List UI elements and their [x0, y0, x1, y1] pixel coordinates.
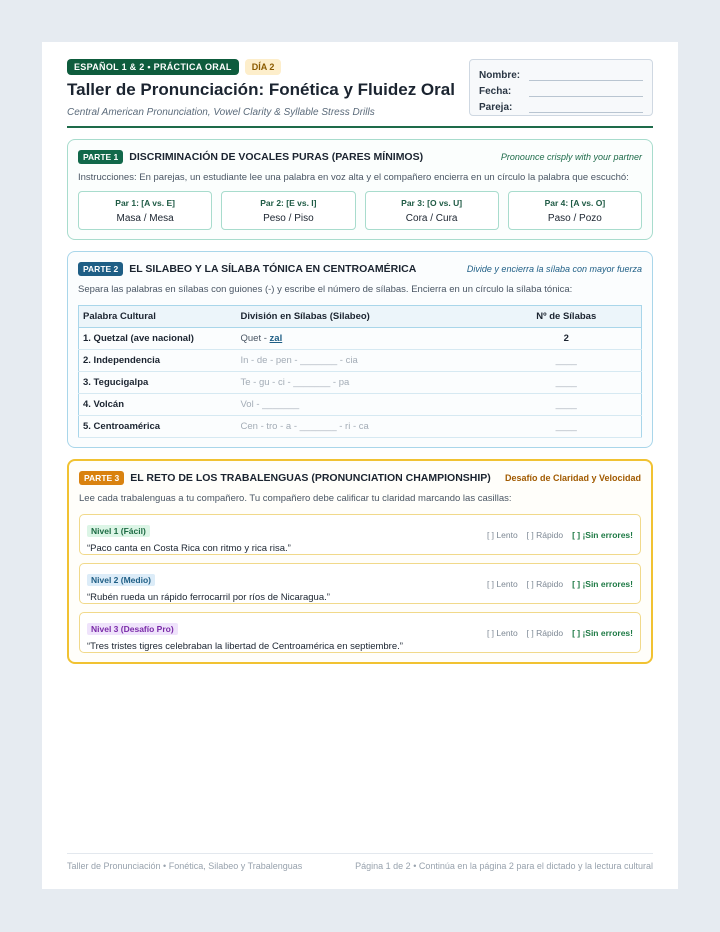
worksheet-page	[42, 42, 678, 889]
syllable-table	[78, 305, 642, 438]
table-row	[79, 328, 642, 350]
cultural-word: 3. Tegucigalpa	[79, 372, 237, 394]
footer-left: Taller de Pronunciación • Fonética, Silabeo y Trabalenguas	[67, 861, 303, 871]
table-row	[79, 416, 642, 438]
page-title: Taller de Pronunciación: Fonética y Fluidez Oral	[67, 80, 455, 99]
checkbox-no-errors[interactable]: [ ] ¡Sin errores!	[572, 628, 633, 638]
pair-card[interactable]	[78, 191, 212, 230]
column-header: Nº de Sílabas	[492, 306, 642, 328]
part3-section	[67, 459, 653, 664]
rating-checkboxes	[487, 628, 633, 638]
level-badge: Nivel 1 (Fácil)	[87, 525, 150, 537]
pair-words[interactable]: Peso / Piso	[263, 213, 314, 224]
part2-title: EL SILABEO Y LA SÍLABA TÓNICA EN CENTROAMÉRICA	[129, 263, 417, 275]
table-row	[79, 350, 642, 372]
checkbox-fast[interactable]: [ ] Rápido	[526, 628, 564, 638]
tongue-twister-card	[79, 563, 641, 604]
syllable-count[interactable]: ____	[492, 372, 642, 394]
tongue-twister-text: “Rubén rueda un rápido ferrocarril por ríos de Nicaragua.”	[87, 592, 330, 603]
syllable-division[interactable]: Vol - _______	[237, 394, 492, 416]
cultural-word: 5. Centroamérica	[79, 416, 237, 438]
syllable-division[interactable]	[237, 328, 492, 350]
checkbox-fast[interactable]: [ ] Rápido	[526, 579, 564, 589]
pair-label: Par 3: [O vs. U]	[401, 198, 463, 208]
pair-label: Par 2: [E vs. I]	[260, 198, 317, 208]
stressed-syllable: zal	[269, 333, 283, 344]
day-tag: DÍA 2	[245, 59, 282, 75]
part2-section	[67, 251, 653, 448]
checkbox-slow[interactable]: [ ] Lento	[486, 628, 518, 638]
page-footer	[67, 853, 653, 871]
checkbox-no-errors[interactable]: [ ] ¡Sin errores!	[572, 579, 633, 589]
syllable-division[interactable]: Te - gu - ci - _______ - pa	[237, 372, 492, 394]
part2-header	[78, 262, 642, 276]
table-header-row	[79, 306, 642, 328]
table-row	[79, 394, 642, 416]
part3-header	[79, 471, 641, 485]
checkbox-slow[interactable]: [ ] Lento	[486, 530, 518, 540]
part2-instructions: Separa las palabras en sílabas con guiones (-) y escribe el número de sílabas. Encierra en un círculo la sílaba tónica:	[78, 284, 573, 295]
pair-words[interactable]: Paso / Pozo	[547, 213, 602, 224]
date-field[interactable]	[479, 81, 643, 97]
column-header: Palabra Cultural	[79, 306, 237, 328]
part1-note: Pronounce crisply with your partner	[500, 152, 642, 162]
syllable-count[interactable]: ____	[492, 350, 642, 372]
part2-pill: PARTE 2	[78, 262, 123, 276]
tongue-twister-card	[79, 514, 641, 555]
course-tag: ESPAÑOL 1 & 2 • PRÁCTICA ORAL	[67, 59, 239, 75]
syllable-count[interactable]: ____	[492, 394, 642, 416]
student-info-box	[469, 59, 653, 116]
pair-card[interactable]	[221, 191, 355, 230]
pair-card[interactable]	[365, 191, 499, 230]
date-label: Fecha:	[479, 86, 512, 97]
tongue-twister-card	[79, 612, 641, 653]
name-line[interactable]	[529, 69, 643, 81]
part1-section	[67, 139, 653, 240]
cultural-word: 1. Quetzal (ave nacional)	[79, 328, 237, 350]
table-row	[79, 372, 642, 394]
column-header: División en Sílabas (Silabeo)	[237, 306, 492, 328]
part3-note: Desafío de Claridad y Velocidad	[504, 473, 641, 483]
header-divider	[67, 126, 653, 128]
page-subtitle: Central American Pronunciation, Vowel Clarity & Syllable Stress Drills	[67, 107, 375, 118]
pair-words[interactable]: Masa / Mesa	[116, 213, 174, 224]
syllable-division[interactable]: In - de - pen - _______ - cia	[237, 350, 492, 372]
tongue-twister-text: “Paco canta en Costa Rica con ritmo y rica risa.”	[87, 543, 291, 554]
pair-label: Par 1: [A vs. E]	[115, 198, 175, 208]
division-text: Quet -	[240, 333, 270, 344]
part2-note: Divide y encierra la sílaba con mayor fuerza	[466, 264, 642, 274]
partner-line[interactable]	[529, 101, 643, 113]
footer-right: Página 1 de 2 • Continúa en la página 2 para el dictado y la lectura cultural	[355, 861, 653, 871]
minimal-pairs	[78, 191, 642, 230]
name-field[interactable]	[479, 65, 643, 81]
pair-label: Par 4: [A vs. O]	[544, 198, 606, 208]
part3-instructions: Lee cada trabalenguas a tu compañero. Tu compañero debe calificar tu claridad marcando las casillas:	[79, 493, 512, 504]
syllable-division[interactable]: Cen - tro - a - _______ - ri - ca	[237, 416, 492, 438]
checkbox-fast[interactable]: [ ] Rápido	[526, 530, 564, 540]
level-badge: Nivel 3 (Desafío Pro)	[87, 623, 178, 635]
worksheet-header	[67, 59, 653, 125]
partner-label: Pareja:	[479, 102, 513, 113]
tongue-twister-text: “Tres tristes tigres celebraban la libertad de Centroamérica en septiembre.”	[87, 641, 403, 652]
checkbox-slow[interactable]: [ ] Lento	[486, 579, 518, 589]
cultural-word: 2. Independencia	[79, 350, 237, 372]
partner-field[interactable]	[479, 97, 643, 113]
part1-instructions: Instrucciones: En parejas, un estudiante lee una palabra en voz alta y el compañero encierra en un círculo la palabra que escuchó:	[78, 172, 629, 183]
syllable-count[interactable]: 2	[492, 328, 642, 350]
cultural-word: 4. Volcán	[79, 394, 237, 416]
rating-checkboxes	[487, 530, 633, 540]
checkbox-no-errors[interactable]: [ ] ¡Sin errores!	[572, 530, 633, 540]
level-badge: Nivel 2 (Medio)	[87, 574, 155, 586]
worksheet-content	[67, 59, 653, 664]
pair-card[interactable]	[508, 191, 642, 230]
rating-checkboxes	[487, 579, 633, 589]
date-line[interactable]	[529, 85, 643, 97]
part3-title: EL RETO DE LOS TRABALENGUAS (PRONUNCIATION CHAMPIONSHIP)	[130, 472, 491, 484]
part1-header	[78, 150, 642, 164]
name-label: Nombre:	[479, 70, 521, 81]
part3-pill: PARTE 3	[79, 471, 124, 485]
pair-words[interactable]: Cora / Cura	[405, 213, 458, 224]
part1-title: DISCRIMINACIÓN DE VOCALES PURAS (PARES MÍNIMOS)	[129, 151, 424, 163]
part1-pill: PARTE 1	[78, 150, 123, 164]
syllable-count[interactable]: ____	[492, 416, 642, 438]
